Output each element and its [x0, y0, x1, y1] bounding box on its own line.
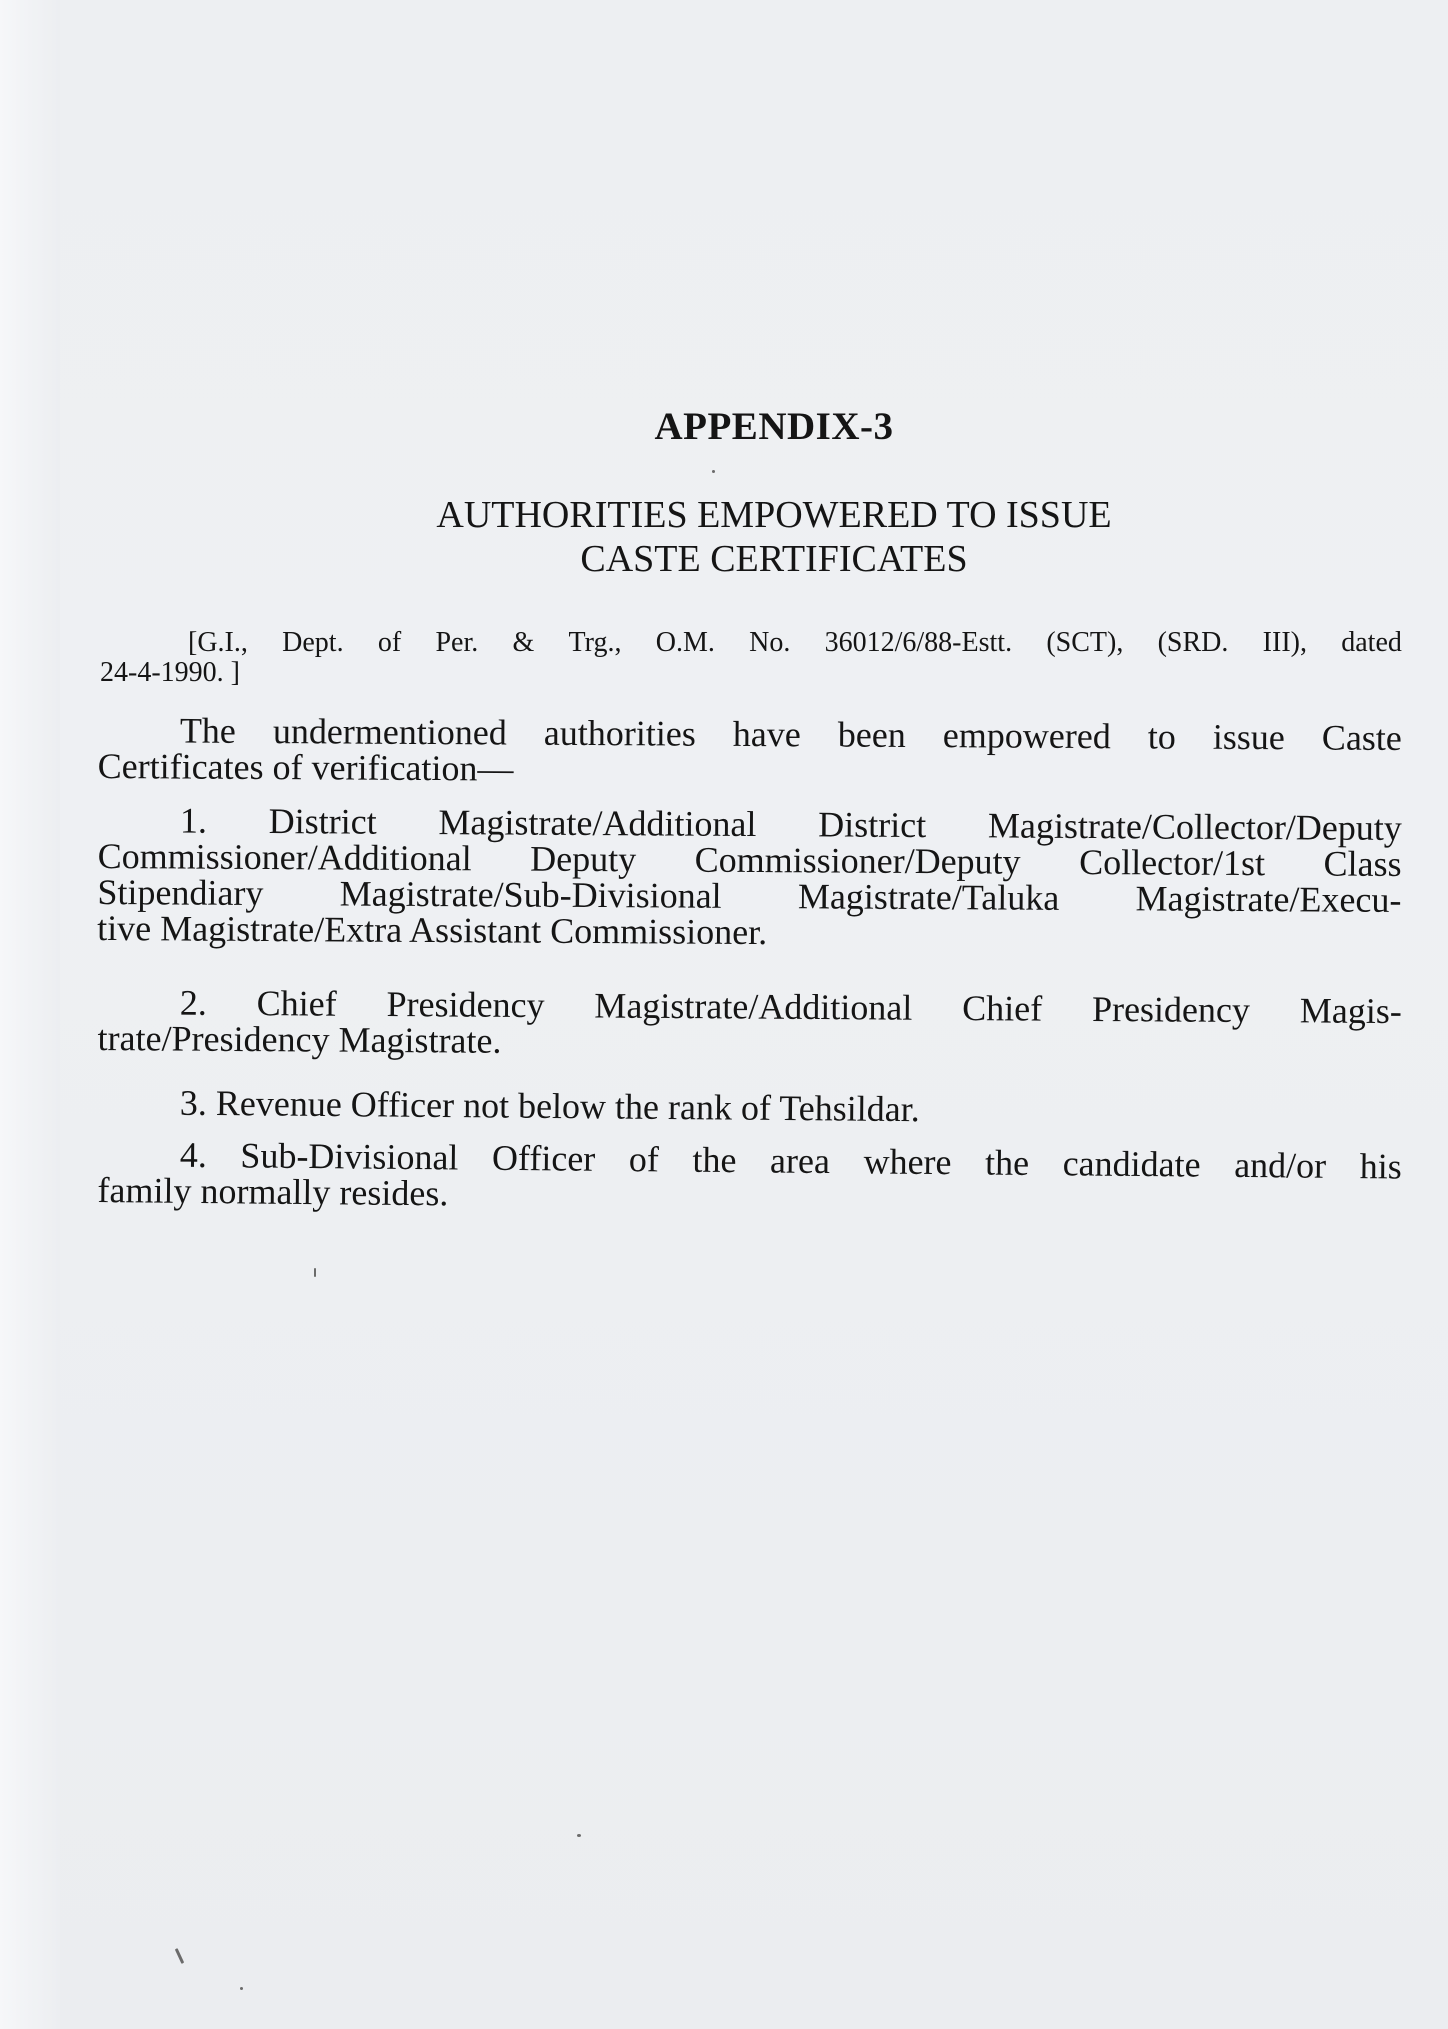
word: and/or — [1234, 1144, 1327, 1186]
word: No. — [749, 627, 791, 658]
word: Magistrate/Execu- — [1135, 878, 1402, 920]
word: Officer — [491, 1137, 596, 1179]
citation-line-1 — [100, 628, 1402, 658]
intro-line-2: Certificates of verification— — [97, 745, 514, 789]
item-1-line-2 — [97, 835, 1402, 884]
word: Dept. — [282, 627, 344, 658]
intro-paragraph — [98, 712, 1402, 792]
item-1-line-4: tive Magistrate/Extra Assistant Commissioner. — [97, 907, 768, 953]
word: Magistrate/Collector/Deputy — [987, 805, 1402, 848]
scan-speck — [240, 1987, 243, 1990]
word: Commissioner/Additional — [97, 835, 472, 879]
item-3-line-1: 3. Revenue Officer not below the rank of Tehsildar. — [179, 1082, 920, 1130]
item-2-line-2: trate/Presidency Magistrate. — [97, 1017, 502, 1061]
authority-item-4 — [97, 1136, 1402, 1221]
scan-speck — [577, 1834, 581, 1837]
word: Trg., — [568, 627, 622, 658]
word: Magistrate/Taluka — [797, 876, 1060, 918]
word: where — [863, 1141, 952, 1183]
word: Magistrate/Additional — [594, 985, 913, 1028]
scan-speck — [314, 1268, 316, 1277]
word: Caste — [1321, 717, 1402, 758]
word: District — [268, 801, 377, 842]
word: 2. — [179, 982, 208, 1023]
word: dated — [1341, 627, 1402, 658]
word: [G.I., — [188, 627, 248, 658]
word: 4. — [179, 1134, 208, 1176]
word: to — [1147, 716, 1176, 757]
citation-line-2: 24-4-1990. ] — [100, 657, 240, 688]
subtitle-line-2: CASTE CERTIFICATES — [580, 538, 968, 580]
word: area — [769, 1140, 831, 1182]
word: authorities — [543, 712, 696, 754]
word: Magis- — [1299, 990, 1402, 1032]
citation-reference — [100, 628, 1402, 688]
word: undermentioned — [272, 711, 507, 753]
authority-item-3 — [98, 1084, 1402, 1131]
scan-speck — [712, 470, 715, 473]
word: Chief — [256, 983, 337, 1024]
word: the — [984, 1142, 1030, 1183]
word: Stipendiary — [97, 871, 264, 914]
word: District — [818, 804, 927, 846]
word: his — [1359, 1146, 1402, 1187]
word: Chief — [962, 988, 1043, 1029]
word: Sub-Divisional — [240, 1135, 459, 1178]
word: Deputy — [530, 838, 637, 880]
document-subtitle — [50, 493, 1448, 581]
word: Per. — [435, 627, 479, 658]
word: 1. — [179, 800, 208, 841]
word: candidate — [1062, 1143, 1201, 1185]
word: III), — [1262, 627, 1307, 658]
word: O.M. — [655, 627, 715, 658]
word: Collector/1st — [1079, 841, 1266, 884]
word: the — [692, 1139, 737, 1181]
scan-speck — [175, 1948, 184, 1964]
word: Class — [1323, 843, 1402, 884]
word: Commissioner/Deputy — [694, 839, 1021, 882]
word: issue — [1212, 716, 1285, 758]
word: Presidency — [386, 984, 545, 1026]
word: Magistrate/Additional — [438, 802, 757, 845]
word: empowered — [942, 715, 1111, 757]
authority-item-1 — [97, 802, 1402, 954]
word: The — [179, 710, 236, 751]
subtitle-line-1: AUTHORITIES EMPOWERED TO ISSUE — [436, 494, 1112, 536]
word: (SRD. — [1157, 627, 1229, 658]
authority-item-2 — [97, 984, 1401, 1065]
word: Magistrate/Sub-Divisional — [339, 873, 722, 916]
word: have — [732, 713, 801, 755]
paper-fold-shading — [0, 0, 60, 2029]
word: of — [377, 627, 402, 658]
word: & — [512, 627, 535, 658]
word: (SCT), — [1046, 627, 1124, 658]
item-4-line-2: family normally resides. — [97, 1169, 449, 1214]
word: been — [837, 714, 906, 755]
appendix-title: APPENDIX-3 — [654, 405, 894, 448]
word: of — [628, 1139, 660, 1180]
word: 36012/6/88-Estt. — [824, 627, 1013, 658]
word: Presidency — [1091, 988, 1251, 1031]
